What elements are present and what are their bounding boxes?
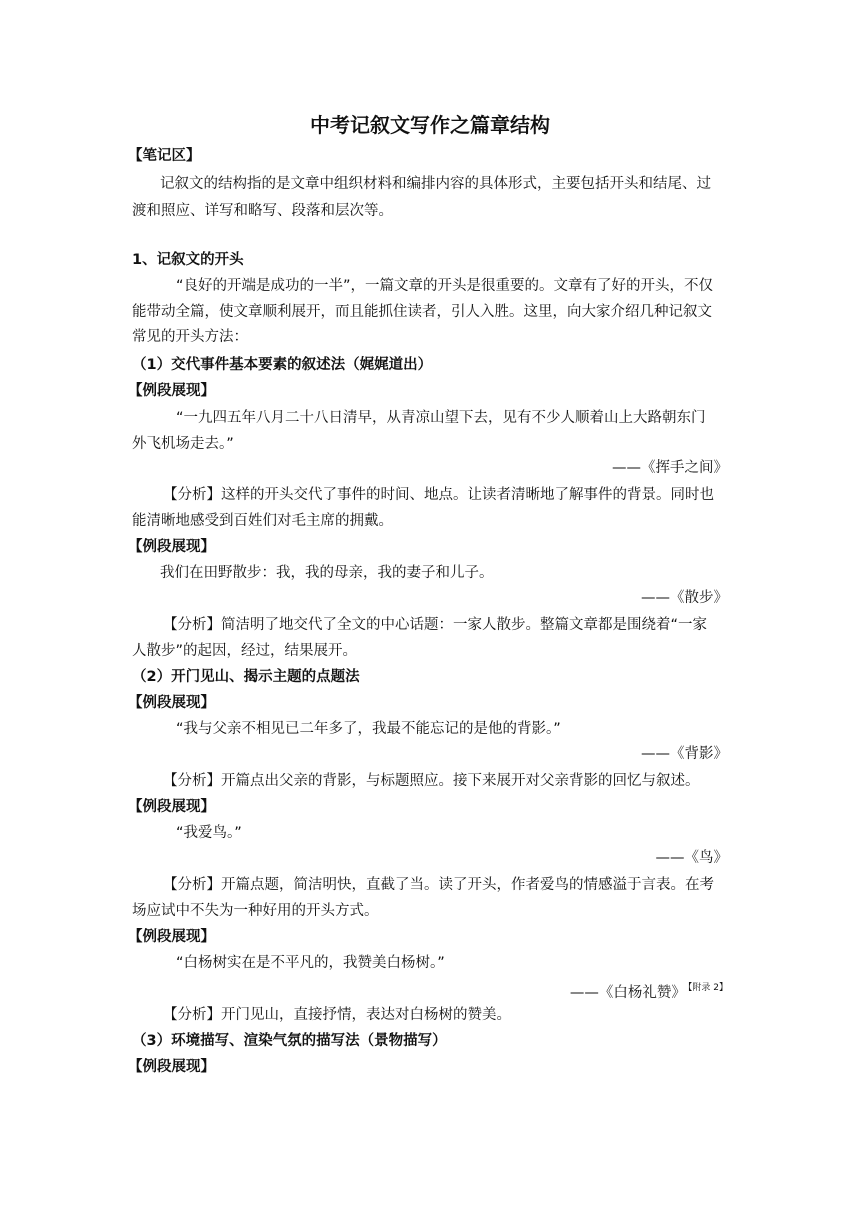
example4-line-1: “我爱鸟。” <box>176 825 242 841</box>
example3-source: ——《背影》 <box>641 746 728 762</box>
example1-source: ——《挥手之间》 <box>612 460 728 476</box>
example-heading-4: 【例段展现】 <box>128 799 215 815</box>
section1-heading: 1、记叙文的开头 <box>132 252 244 268</box>
analysis4-line-2: 场应试中不失为一种好用的开头方式。 <box>132 903 379 919</box>
example1-line-1: “一九四五年八月二十八日清早，从青凉山望下去，见有不少人顺着山上大路朝东门 <box>176 410 706 426</box>
example-heading-3: 【例段展现】 <box>128 695 215 711</box>
example1-line-2: 外飞机场走去。” <box>132 436 234 452</box>
section1-para-line-3: 常见的开头方法： <box>132 329 248 345</box>
notes-heading: 【笔记区】 <box>128 148 201 164</box>
example5-source-text: ——《白杨礼赞》 <box>569 985 686 1001</box>
analysis1-line-2: 能清晰地感受到百姓们对毛主席的拥戴。 <box>132 513 393 529</box>
example-heading-2: 【例段展现】 <box>128 539 215 555</box>
document-title: 中考记叙文写作之篇章结构 <box>310 113 550 137</box>
example5-line-1: “白杨树实在是不平凡的，我赞美白杨树。” <box>176 955 445 971</box>
analysis2-line-2: 人散步”的起因，经过，结果展开。 <box>132 643 358 659</box>
method3-heading: （3）环境描写、渲染气氛的描写法（景物描写） <box>132 1033 447 1049</box>
example5-source <box>570 978 728 1003</box>
intro-line-2: 渡和照应、详写和略写、段落和层次等。 <box>132 203 393 219</box>
example-heading-1: 【例段展现】 <box>128 383 215 399</box>
example4-source: ——《鸟》 <box>655 850 728 866</box>
section1-para-line-1: “良好的开端是成功的一半”，一篇文章的开头是很重要的。文章有了好的开头，不仅 <box>176 278 714 294</box>
analysis2-line-1: 【分析】简洁明了地交代了全文的中心话题：一家人散步。整篇文章都是围绕着“一家 <box>163 617 708 633</box>
analysis1-line-1: 【分析】这样的开头交代了事件的时间、地点。让读者清晰地了解事件的背景。同时也 <box>163 487 714 503</box>
example2-source: ——《散步》 <box>641 590 728 606</box>
example-heading-5: 【例段展现】 <box>128 929 215 945</box>
example-heading-6: 【例段展现】 <box>128 1059 215 1075</box>
analysis3-line-1: 【分析】开篇点出父亲的背影，与标题照应。接下来展开对父亲背影的回忆与叙述。 <box>163 773 700 789</box>
analysis5-line-1: 【分析】开门见山，直接抒情，表达对白杨树的赞美。 <box>163 1007 511 1023</box>
intro-line-1: 记叙文的结构指的是文章中组织材料和编排内容的具体形式，主要包括开头和结尾、过 <box>160 176 711 192</box>
section1-para-line-2: 能带动全篇，使文章顺利展开，而且能抓住读者，引人入胜。这里，向大家介绍几种记叙文 <box>132 304 712 320</box>
method2-heading: （2）开门见山、揭示主题的点题法 <box>132 669 360 685</box>
appendix-note: 【附录 2】 <box>687 983 728 993</box>
example3-line-1: “我与父亲不相见已二年多了，我最不能忘记的是他的背影。” <box>176 721 561 737</box>
method1-heading: （1）交代事件基本要素的叙述法（娓娓道出） <box>132 357 433 373</box>
analysis4-line-1: 【分析】开篇点题，简洁明快，直截了当。读了开头，作者爱鸟的情感溢于言表。在考 <box>163 877 714 893</box>
example2-line-1: 我们在田野散步：我，我的母亲，我的妻子和儿子。 <box>160 565 494 581</box>
